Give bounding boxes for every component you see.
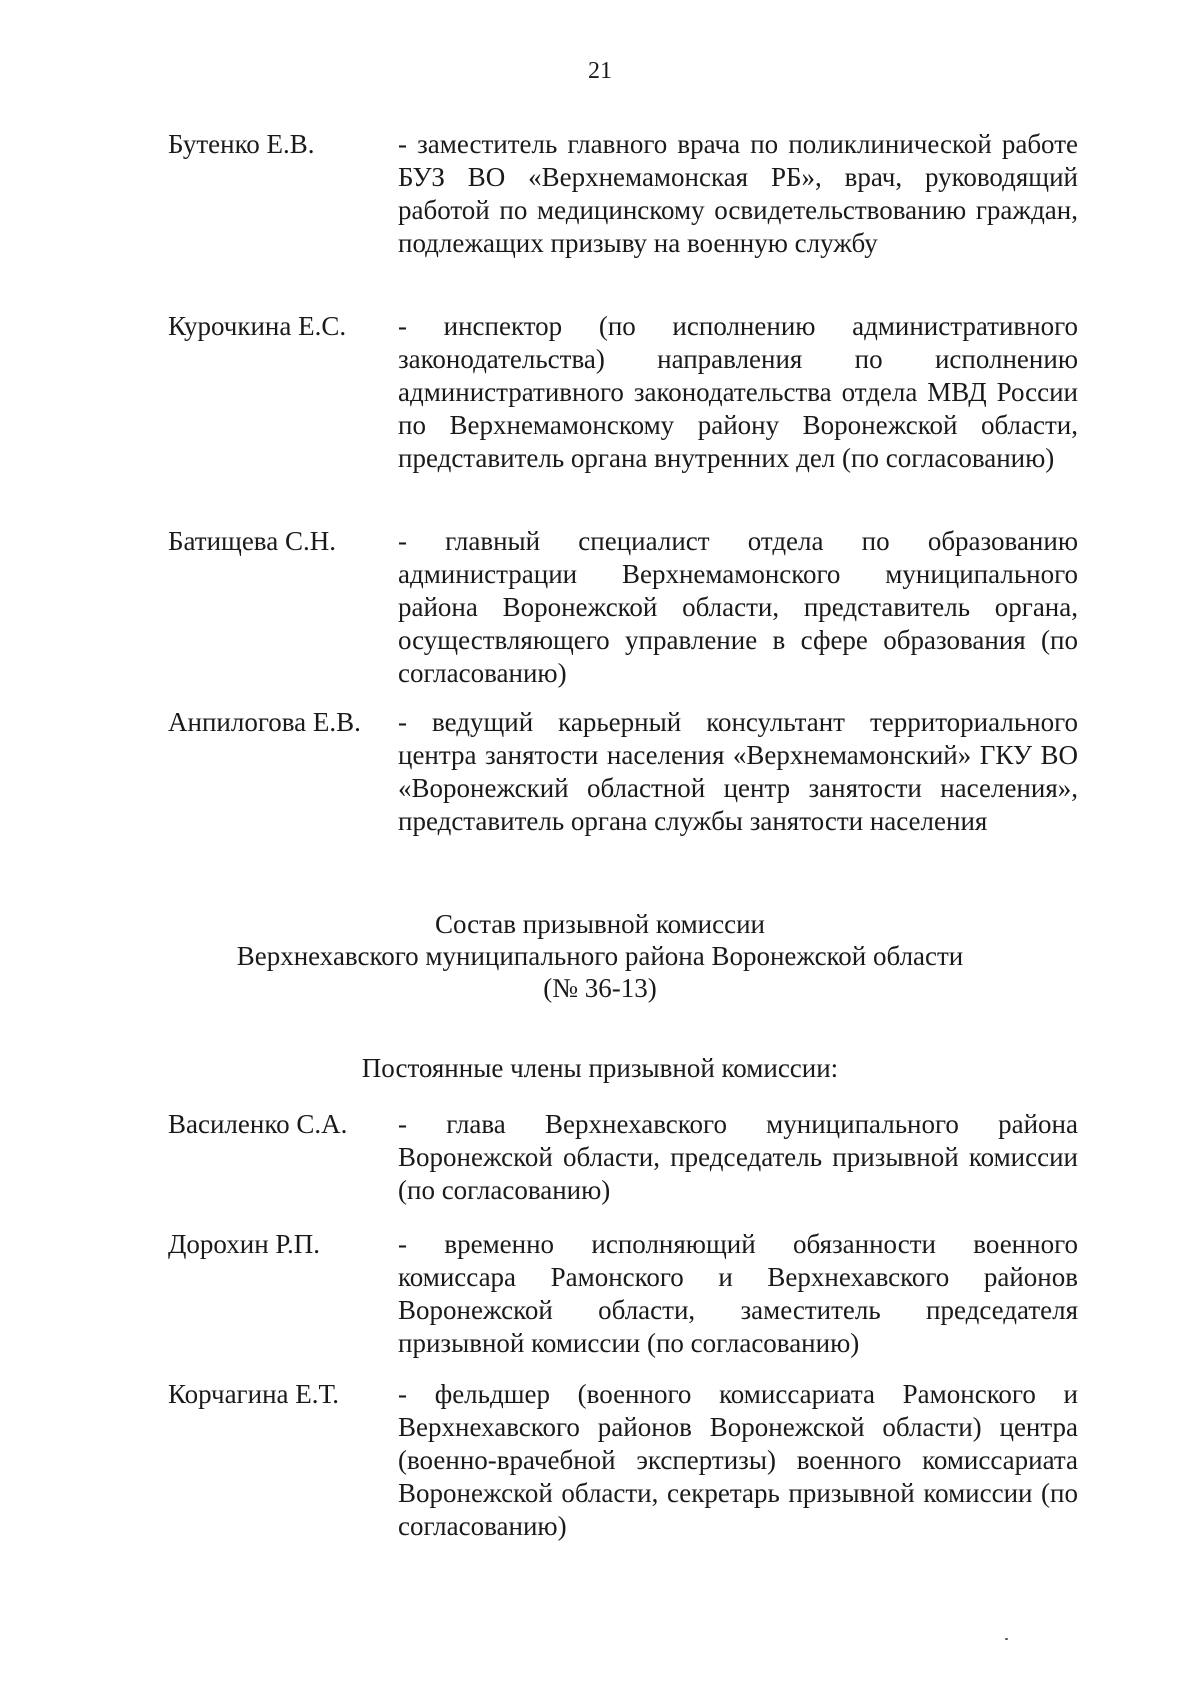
section-title-line3: (№ 36-13) — [543, 973, 657, 1003]
entry-description: - ведущий карьерный консультант территориального центра занятости населения «Верхнемамонский» ГКУ ВО «Воронежский областной центр занятости населения», представитель органа службы занятости населения — [398, 707, 1078, 836]
entry-batishcheva — [168, 525, 1078, 690]
entry-anpilogova — [168, 706, 1078, 838]
entry-korchagina — [168, 1378, 1078, 1543]
entry-name: Батищева С.Н. — [168, 526, 336, 556]
section-title-line2: Верхнехавского муниципального района Воронежской области — [236, 941, 964, 971]
entry-description: - заместитель главного врача по поликлинической работе БУЗ ВО «Верхнемамонская РБ», врач, руководящий работой по медицинскому освидетельствованию граждан, подлежащих призыву на военную службу — [398, 129, 1078, 258]
entry-vasilenko — [168, 1108, 1078, 1207]
entry-description: - инспектор (по исполнению административного законодательства) направления по исполнению административного законодательства отдела МВД России по Верхнемамонскому району Воронежской области, представитель органа внутренних дел (по согласованию) — [398, 311, 1078, 473]
entry-name: Корчагина Е.Т. — [168, 1379, 340, 1409]
section-subtitle: Постоянные члены призывной комиссии: — [361, 1053, 839, 1083]
entry-kurochkina — [168, 310, 1078, 475]
entry-description: - временно исполняющий обязанности военного комиссара Рамонского и Верхнехавского районов Воронежской области, заместитель председателя призывной комиссии (по согласованию) — [398, 1229, 1078, 1358]
scan-speck — [1005, 1638, 1008, 1640]
entry-butenko — [168, 128, 1078, 260]
entry-description: - глава Верхнехавского муниципального района Воронежской области, председатель призывной комиссии (по согласованию) — [398, 1109, 1078, 1205]
entry-name: Анпилогова Е.В. — [168, 707, 361, 737]
entry-name: Василенко С.А. — [168, 1109, 348, 1139]
entry-name: Бутенко Е.В. — [168, 129, 315, 159]
page-number: 21 — [588, 58, 612, 84]
entry-description: - фельдшер (военного комиссариата Рамонского и Верхнехавского районов Воронежской области) центра (военно-врачебной экспертизы) военного комиссариата Воронежской области, секретарь призывной комиссии (по согласованию) — [398, 1379, 1078, 1541]
entry-dorokhin — [168, 1228, 1078, 1360]
entry-name: Курочкина Е.С. — [168, 311, 347, 341]
section-title-line1: Состав призывной комиссии — [434, 909, 765, 939]
entry-name: Дорохин Р.П. — [168, 1229, 321, 1259]
entry-description: - главный специалист отдела по образованию администрации Верхнемамонского муниципального района Воронежской области, представитель органа, осуществляющего управление в сфере образования (по согласованию) — [398, 526, 1078, 688]
